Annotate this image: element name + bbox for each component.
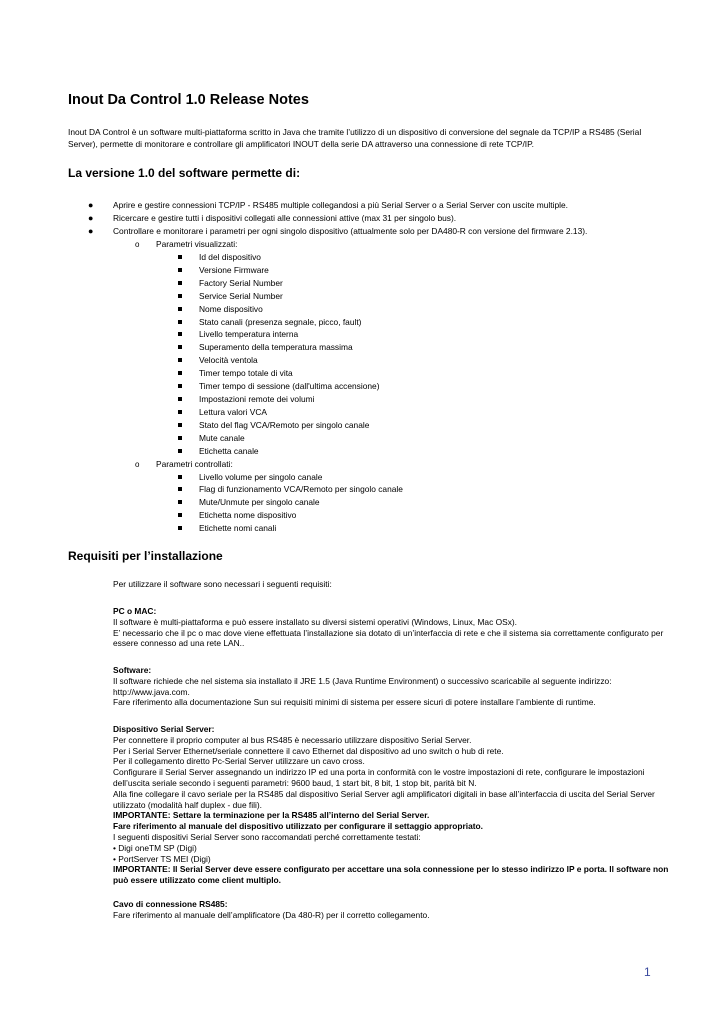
- list-item: Velocità ventola: [178, 354, 688, 367]
- list-item: Etichetta nome dispositivo: [178, 509, 688, 522]
- list-item: Id del dispositivo: [178, 251, 688, 264]
- list-item: Stato canali (presenza segnale, picco, fault): [178, 316, 688, 329]
- square-bullet-icon: [178, 320, 182, 324]
- square-bullet-icon: [178, 449, 182, 453]
- square-bullet-icon: [178, 487, 182, 491]
- square-bullet-icon: [178, 307, 182, 311]
- list-item: Superamento della temperatura massima: [178, 341, 688, 354]
- bullet-icon: ●: [88, 226, 94, 236]
- list-item: Mute canale: [178, 432, 688, 445]
- square-bullet-icon: [178, 332, 182, 336]
- square-bullet-icon: [178, 436, 182, 440]
- list-item: o Parametri controllati: Livello volume per singolo canale Flag di funzionamento VCA/Remoto per singolo canale Mute/Unmute per singolo canale Etichetta nome dispositivo Etichette nomi canali: [135, 458, 688, 536]
- list-item: Lettura valori VCA: [178, 406, 688, 419]
- square-bullet-icon: [178, 371, 182, 375]
- square-bullet-icon: [178, 423, 182, 427]
- visualized-parameters-list: [178, 251, 688, 458]
- list-item: ● Aprire e gestire connessioni TCP/IP - RS485 multiple collegandosi a più Serial Server o a Serial Server con uscite multiple.: [88, 200, 568, 210]
- list-item: Timer tempo totale di vita: [178, 367, 688, 380]
- requirement-rs485-cable: Cavo di connessione RS485: Fare riferimento al manuale dell’amplificatore (Da 480-R) per il corretto collegamento.: [113, 899, 673, 921]
- list-item: Service Serial Number: [178, 290, 688, 303]
- square-bullet-icon: [178, 500, 182, 504]
- list-item: Stato del flag VCA/Remoto per singolo canale: [178, 419, 688, 432]
- square-bullet-icon: [178, 294, 182, 298]
- document-title: Inout Da Control 1.0 Release Notes: [68, 92, 309, 108]
- important-note: IMPORTANTE: Il Serial Server deve essere configurato per accettare una sola connessione per lo stesso indirizzo IP e porta. Il software non può essere utilizzato come client multiplo.: [113, 864, 669, 886]
- list-item: Etichetta canale: [178, 445, 688, 458]
- tested-device: • PortServer TS MEI (Digi): [113, 853, 211, 864]
- bullet-icon: ●: [88, 213, 94, 223]
- requirement-title: Dispositivo Serial Server:: [113, 724, 215, 734]
- square-bullet-icon: [178, 268, 182, 272]
- square-bullet-icon: [178, 513, 182, 517]
- list-item: ● Ricercare e gestire tutti i dispositivi collegati alle connessioni attive (max 31 per singolo bus).: [88, 213, 457, 223]
- list-item: Nome dispositivo: [178, 303, 688, 316]
- list-item: ● Controllare e monitorare i parametri per ogni singolo dispositivo (attualmente solo per DA480-R con versione del firmware 2.13). o Parametri visualizzati: Id del dispositivo Versione Firmware Factory Serial Number Service Serial Number Nome dispositivo Stato canali (presenza segnale, picco, fault) Livello temperatura interna Superamento della temperatura massima Velocità ventola Timer tempo totale di vita Timer tempo di sessione (dall'ultima accensione) Impostazioni remote dei volumi Lettura valori VCA Stato del flag VCA/Remoto per singolo canale Mute canale Etichetta canale o Parametri controllati: Livello volume per singolo canale Flag di funzionamento VCA/Remoto per singolo canale Mute/Unmute per singolo canale Etichetta nome dispositivo Etichette nomi canali: [88, 225, 688, 535]
- list-item: Livello temperatura interna: [178, 328, 688, 341]
- requirement-software: Software: Il software richiede che nel sistema sia installato il JRE 1.5 (Java Runtime Environment) o successivo scaricabile al seguente indirizzo: http://www.java.com. Fare riferimento alla documentazione Sun sui requisiti minimi di sistema per essere sicuri di potere installare l’ambiente di runtime.: [113, 665, 673, 708]
- list-item: Impostazioni remote dei volumi: [178, 393, 688, 406]
- square-bullet-icon: [178, 281, 182, 285]
- square-bullet-icon: [178, 384, 182, 388]
- square-bullet-icon: [178, 345, 182, 349]
- list-item: Mute/Unmute per singolo canale: [178, 496, 688, 509]
- square-bullet-icon: [178, 358, 182, 362]
- intro-paragraph: Inout DA Control è un software multi-piattaforma scritto in Java che tramite l’utilizzo di un dispositivo di conversione del segnale da TCP/IP a RS485 (Serial Server), permette di monitorare e controllare gli amplificatori INOUT della serie DA attraverso una connessione di rete TCP/IP.: [68, 127, 642, 149]
- square-bullet-icon: [178, 526, 182, 530]
- tested-device: • Digi oneTM SP (Digi): [113, 842, 197, 853]
- list-item: Flag di funzionamento VCA/Remoto per singolo canale: [178, 483, 688, 496]
- square-bullet-icon: [178, 397, 182, 401]
- bullet-icon: ●: [88, 200, 94, 210]
- requirement-pc-mac: PC o MAC: Il software è multi-piattaforma e può essere installato su diversi sistemi operativi (Windows, Linux, Mac OSx). E’ necessario che il pc o mac dove viene effettuata l’installazione sia dotato di un’interfaccia di rete e che il sistema sia correttamente configurato per essere connesso ad una rete LAN..: [113, 606, 673, 649]
- section-heading-requirements: Requisiti per l’installazione: [68, 549, 223, 563]
- requirement-title: Software:: [113, 665, 152, 675]
- list-item: Etichette nomi canali: [178, 522, 688, 535]
- requirement-title: PC o MAC:: [113, 606, 157, 616]
- feature-list: [88, 199, 688, 535]
- list-item: Factory Serial Number: [178, 277, 688, 290]
- page-number: 1: [644, 965, 651, 979]
- important-note: Fare riferimento al manuale del dispositivo utilizzato per configurare il settaggio appropriato.: [113, 821, 483, 832]
- list-item: Livello volume per singolo canale: [178, 471, 688, 484]
- square-bullet-icon: [178, 475, 182, 479]
- list-item: Timer tempo di sessione (dall'ultima accensione): [178, 380, 688, 393]
- important-note: IMPORTANTE: Settare la terminazione per la RS485 all’interno del Serial Server.: [113, 810, 430, 821]
- parameter-groups: [135, 238, 688, 535]
- section-heading-features: La versione 1.0 del software permette di:: [68, 166, 301, 180]
- controlled-parameters-list: [178, 471, 688, 536]
- requirement-title: Cavo di connessione RS485:: [113, 899, 228, 909]
- requirements-intro: Per utilizzare il software sono necessari i seguenti requisiti:: [113, 579, 332, 589]
- circle-bullet-icon: o: [135, 459, 140, 469]
- square-bullet-icon: [178, 410, 182, 414]
- square-bullet-icon: [178, 255, 182, 259]
- list-item: o Parametri visualizzati: Id del dispositivo Versione Firmware Factory Serial Number Service Serial Number Nome dispositivo Stato canali (presenza segnale, picco, fault) Livello temperatura interna Superamento della temperatura massima Velocità ventola Timer tempo totale di vita Timer tempo di sessione (dall'ultima accensione) Impostazioni remote dei volumi Lettura valori VCA Stato del flag VCA/Remoto per singolo canale Mute canale Etichetta canale: [135, 238, 688, 458]
- requirement-serial-server: Dispositivo Serial Server: Per connettere il proprio computer al bus RS485 è necessario utilizzare dispositivo Serial Server. Per i Serial Server Ethernet/seriale connettere il cavo Ethernet dal dispositivo ad uno switch o hub di rete. Per il collegamento diretto Pc-Serial Server utilizzare un cavo cross. Configurare il Serial Server assegnando un indirizzo IP ed una porta in conformità con le vostre impostazioni di rete, configurare le impostazioni dell’uscita seriale secondo i seguenti parametri: 9600 baud, 1 start bit, 8 bit, 1 stop bit, parità bit N. Alla fine collegare il cavo seriale per la RS485 dal dispositivo Serial Server agli amplificatori digitali in base all’interfaccia di uscita del Serial Server utilizzato (modalità half duplex - due fili). IMPORTANTE: Settare la terminazione per la RS485 all’interno del Serial Server. Fare riferimento al manuale del dispositivo utilizzato per configurare il settaggio appropriato. I seguenti dispositivi Serial Server sono raccomandati perché correttamente testati: • Digi oneTM SP (Digi) • PortServer TS MEI (Digi) IMPORTANTE: Il Serial Server deve essere configurato per accettare una sola connessione per lo stesso indirizzo IP e porta. Il software non può essere utilizzato come client multiplo.: [113, 724, 673, 886]
- list-item: Versione Firmware: [178, 264, 688, 277]
- circle-bullet-icon: o: [135, 240, 140, 249]
